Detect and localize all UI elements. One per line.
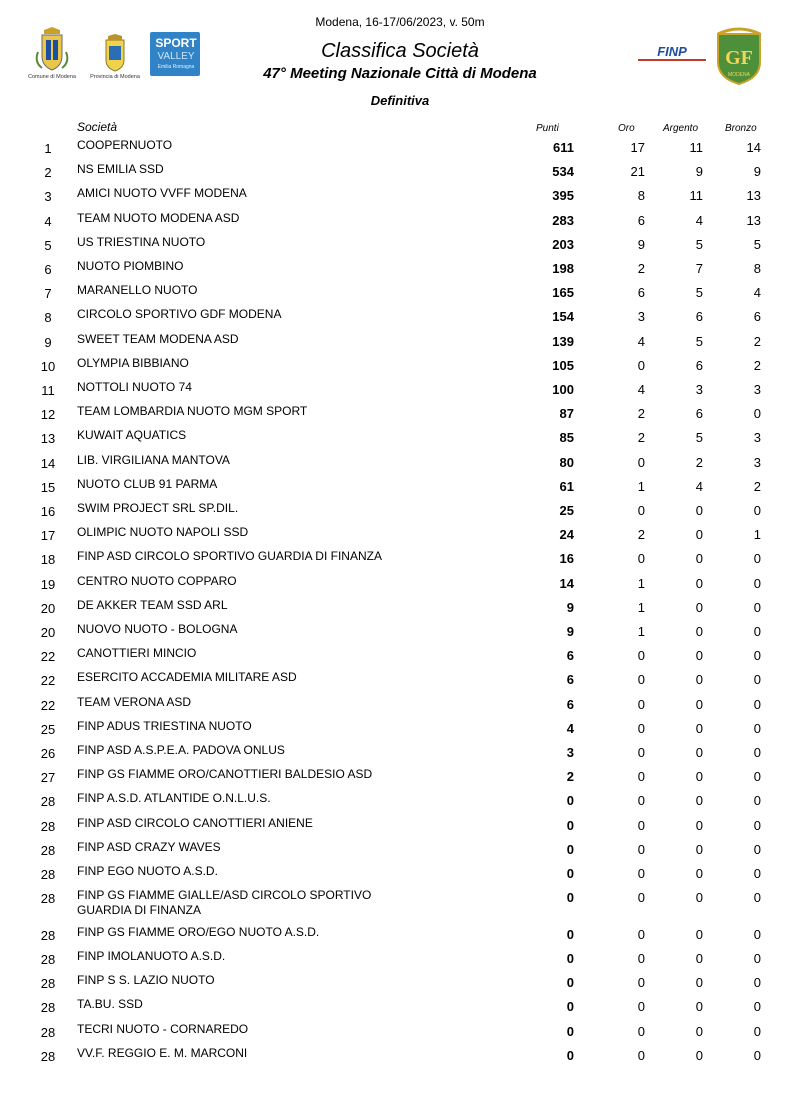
society-name-cell: FINP ADUS TRIESTINA NUOTO — [77, 718, 252, 733]
table-row — [0, 454, 800, 478]
rank-cell: 28 — [40, 1000, 56, 1016]
silver-cell: 4 — [695, 212, 703, 228]
table-row — [0, 502, 800, 526]
rank-cell: 13 — [40, 431, 56, 447]
rank-cell: 6 — [44, 262, 52, 277]
table-row — [0, 841, 800, 865]
bronze-cell: 6 — [753, 309, 761, 325]
gold-cell: 0 — [637, 793, 645, 809]
bronze-cell: 0 — [753, 769, 761, 785]
silver-cell: 5 — [695, 236, 703, 252]
society-name-cell: FINP EGO NUOTO A.S.D. — [77, 864, 218, 878]
gold-cell: 8 — [637, 188, 645, 204]
table-row — [0, 720, 800, 744]
column-header-society: Società — [77, 120, 118, 134]
gold-cell: 0 — [637, 648, 645, 664]
bronze-cell: 0 — [753, 745, 761, 760]
rank-cell: 20 — [40, 625, 56, 640]
bronze-cell: 0 — [753, 575, 761, 591]
rank-cell: 16 — [40, 504, 56, 519]
gold-cell: 0 — [637, 975, 645, 991]
bronze-cell: 0 — [753, 950, 761, 966]
silver-cell: 6 — [695, 406, 703, 422]
bronze-cell: 8 — [753, 261, 761, 276]
rank-cell: 11 — [41, 383, 55, 398]
rank-cell: 22 — [40, 673, 56, 689]
society-name-cell: NOTTOLI NUOTO 74 — [77, 380, 192, 394]
points-cell: 611 — [553, 140, 574, 155]
silver-cell: 0 — [695, 793, 703, 809]
silver-cell: 3 — [695, 382, 703, 397]
rank-cell: 15 — [40, 479, 56, 495]
gold-cell: 21 — [630, 164, 645, 180]
silver-cell: 9 — [695, 164, 703, 180]
gold-cell: 2 — [637, 261, 645, 276]
points-cell: 6 — [566, 648, 574, 664]
rank-cell: 4 — [44, 213, 52, 229]
silver-cell: 0 — [695, 672, 703, 688]
points-cell: 0 — [566, 1047, 574, 1063]
points-cell: 139 — [552, 333, 574, 349]
rank-cell: 3 — [44, 189, 52, 205]
bronze-cell: 13 — [746, 188, 761, 204]
gold-cell: 3 — [637, 309, 645, 325]
silver-cell: 0 — [695, 527, 703, 543]
table-row — [0, 974, 800, 998]
society-name-cell: FINP A.S.D. ATLANTIDE O.N.L.U.S. — [77, 791, 271, 806]
gold-cell: 0 — [637, 720, 645, 736]
silver-cell: 0 — [695, 890, 703, 906]
page-subtitle: 47° Meeting Nazionale Città di Modena — [263, 65, 537, 82]
rank-cell: 27 — [40, 770, 56, 786]
rank-cell: 19 — [40, 576, 56, 592]
society-name-cell: NUOTO PIOMBINO — [77, 259, 184, 273]
points-cell: 6 — [566, 696, 574, 712]
points-cell: 0 — [566, 817, 574, 833]
rank-cell: 28 — [40, 927, 56, 943]
gold-cell: 0 — [637, 357, 645, 373]
page-title: Classifica Società — [321, 40, 479, 62]
bronze-cell: 0 — [753, 1023, 761, 1039]
points-cell: 100 — [552, 382, 574, 397]
points-cell: 198 — [552, 261, 574, 276]
bronze-cell: 2 — [753, 478, 761, 494]
points-cell: 3 — [566, 745, 574, 760]
bronze-cell: 4 — [753, 285, 761, 301]
rank-cell: 10 — [40, 358, 56, 374]
column-header-silver: Argento — [663, 123, 699, 134]
gold-cell: 0 — [637, 866, 645, 881]
points-cell: 0 — [566, 926, 574, 942]
rank-cell: 5 — [44, 237, 52, 253]
points-cell: 154 — [552, 309, 574, 325]
silver-cell: 2 — [695, 454, 703, 470]
silver-cell: 0 — [695, 817, 703, 833]
gold-cell: 0 — [637, 890, 645, 906]
points-cell: 165 — [552, 285, 574, 301]
table-row — [0, 744, 800, 768]
table-row — [0, 526, 800, 550]
gold-cell: 1 — [637, 624, 645, 639]
society-name-cell: FINP ASD A.S.P.E.A. PADOVA ONLUS — [77, 743, 285, 757]
gold-cell: 0 — [637, 999, 645, 1015]
society-name-cell: TA.BU. SSD — [77, 997, 143, 1012]
silver-cell: 0 — [695, 551, 703, 567]
gold-cell: 6 — [637, 212, 645, 228]
rank-cell: 28 — [40, 818, 56, 834]
bronze-cell: 9 — [753, 164, 761, 180]
society-name-cell: NS EMILIA SSD — [77, 162, 164, 177]
society-name-cell: LIB. VIRGILIANA MANTOVA — [77, 452, 230, 467]
bronze-cell: 2 — [753, 357, 761, 373]
gold-cell: 1 — [637, 599, 645, 615]
society-name-cell: TEAM LOMBARDIA NUOTO MGM SPORT — [77, 404, 308, 419]
points-cell: 0 — [566, 890, 574, 906]
column-header-points: Punti — [536, 123, 559, 134]
points-cell: 4 — [566, 720, 574, 736]
bronze-cell: 0 — [753, 793, 761, 809]
silver-cell: 0 — [695, 926, 703, 942]
bronze-cell: 3 — [753, 382, 761, 397]
society-name-cell: SWEET TEAM MODENA ASD — [77, 331, 239, 346]
bronze-cell: 0 — [753, 406, 761, 422]
rank-cell: 28 — [40, 976, 56, 992]
bronze-cell: 0 — [753, 975, 761, 991]
bronze-cell: 5 — [753, 236, 761, 252]
table-row — [0, 671, 800, 695]
gold-cell: 1 — [637, 575, 645, 591]
silver-cell: 0 — [695, 624, 703, 639]
table-row — [0, 163, 800, 187]
rank-cell: 22 — [40, 697, 56, 713]
table-row — [0, 696, 800, 720]
bronze-cell: 0 — [753, 926, 761, 942]
gf-meeting-logo — [712, 22, 766, 86]
gf-logo-text: GF — [725, 47, 753, 69]
silver-cell: 11 — [689, 140, 703, 155]
rank-cell: 7 — [44, 286, 52, 302]
society-name-cell: VV.F. REGGIO E. M. MARCONI — [77, 1045, 248, 1060]
society-name-cell: TEAM VERONA ASD — [77, 694, 192, 709]
points-cell: 9 — [566, 624, 574, 639]
gold-cell: 0 — [637, 745, 645, 760]
society-name-cell: FINP ASD CIRCOLO CANOTTIERI ANIENE — [77, 815, 313, 830]
society-name-cell: TECRI NUOTO - CORNAREDO — [77, 1021, 249, 1036]
society-name-cell: FINP GS FIAMME GIALLE/ASD CIRCOLO SPORTIVO GUARDIA DI FINANZA — [77, 888, 372, 918]
bronze-cell: 0 — [753, 866, 761, 881]
table-row — [0, 888, 800, 918]
comune-modena-logo — [24, 26, 80, 80]
bronze-cell: 1 — [753, 527, 761, 543]
table-row — [0, 236, 800, 260]
table-row — [0, 792, 800, 816]
bronze-cell: 0 — [753, 599, 761, 615]
society-name-cell: NUOVO NUOTO - BOLOGNA — [77, 622, 238, 636]
society-name-cell: TEAM NUOTO MODENA ASD — [77, 210, 240, 225]
rank-cell: 8 — [44, 310, 52, 326]
society-name-cell: OLIMPIC NUOTO NAPOLI SSD — [77, 525, 249, 540]
table-row — [0, 139, 800, 163]
points-cell: 0 — [566, 793, 574, 809]
gold-cell: 0 — [637, 1023, 645, 1039]
bronze-cell: 0 — [753, 624, 761, 639]
bronze-cell: 0 — [753, 672, 761, 688]
silver-cell: 0 — [695, 599, 703, 615]
points-cell: 14 — [559, 575, 574, 591]
silver-cell: 0 — [695, 503, 703, 518]
points-cell: 2 — [566, 769, 574, 785]
society-name-cell: FINP GS FIAMME ORO/CANOTTIERI BALDESIO ASD — [77, 767, 373, 782]
rank-cell: 1 — [44, 141, 52, 156]
points-cell: 9 — [566, 599, 574, 615]
silver-cell: 11 — [689, 188, 703, 204]
society-name-cell: FINP IMOLANUOTO A.S.D. — [77, 948, 226, 963]
rank-cell: 22 — [40, 649, 56, 665]
society-name-cell: FINP ASD CIRCOLO SPORTIVO GUARDIA DI FINANZA — [77, 549, 382, 564]
silver-cell: 0 — [695, 769, 703, 785]
rank-cell: 28 — [40, 891, 56, 907]
rank-cell: 17 — [40, 528, 56, 544]
table-row — [0, 308, 800, 332]
bronze-cell: 0 — [753, 696, 761, 712]
gf-logo-caption: MODENA — [728, 72, 750, 78]
points-cell: 85 — [559, 430, 574, 446]
sport-valley-text-2: VALLEY — [157, 51, 195, 62]
points-cell: 6 — [566, 672, 574, 688]
gold-cell: 0 — [637, 551, 645, 567]
rank-cell: 9 — [44, 334, 52, 350]
gold-cell: 2 — [637, 406, 645, 422]
silver-cell: 4 — [695, 478, 703, 494]
society-name-cell: OLYMPIA BIBBIANO — [77, 355, 189, 370]
table-row — [0, 381, 800, 405]
silver-cell: 0 — [695, 866, 703, 881]
rank-cell: 14 — [40, 455, 56, 471]
event-info: Modena, 16-17/06/2023, v. 50m — [315, 15, 485, 29]
gold-cell: 0 — [637, 1047, 645, 1063]
gold-cell: 0 — [637, 503, 645, 518]
rank-cell: 12 — [40, 407, 56, 423]
points-cell: 25 — [559, 503, 574, 518]
rank-cell: 28 — [40, 951, 56, 967]
silver-cell: 5 — [695, 285, 703, 301]
points-cell: 283 — [552, 212, 574, 228]
table-row — [0, 212, 800, 236]
silver-cell: 0 — [695, 575, 703, 591]
bronze-cell: 13 — [746, 212, 761, 228]
provincia-logo-caption: Provincia di Modena — [90, 74, 140, 80]
comune-logo-caption: Comune di Modena — [27, 74, 77, 80]
bronze-cell: 0 — [753, 890, 761, 906]
society-name-cell: DE AKKER TEAM SSD ARL — [77, 597, 228, 612]
points-cell: 16 — [559, 551, 574, 567]
points-cell: 24 — [559, 527, 574, 543]
points-cell: 0 — [566, 1023, 574, 1039]
bronze-cell: 14 — [746, 140, 761, 155]
society-name-cell: COOPERNUOTO — [77, 138, 173, 152]
points-cell: 105 — [552, 357, 574, 373]
society-name-cell: ESERCITO ACCADEMIA MILITARE ASD — [77, 670, 297, 685]
silver-cell: 0 — [695, 999, 703, 1015]
table-row — [0, 575, 800, 599]
rank-cell: 28 — [40, 1048, 56, 1064]
gold-cell: 17 — [630, 140, 645, 155]
rank-cell: 28 — [40, 794, 56, 810]
silver-cell: 5 — [695, 430, 703, 446]
bronze-cell: 3 — [753, 430, 761, 446]
points-cell: 0 — [566, 866, 574, 881]
table-row — [0, 865, 800, 889]
sport-valley-text-3: Emilia Romagna — [157, 64, 195, 70]
table-row — [0, 333, 800, 357]
society-name-cell: FINP GS FIAMME ORO/EGO NUOTO A.S.D. — [77, 924, 320, 939]
provincia-modena-logo — [82, 34, 148, 80]
finp-logo-text: FINP — [657, 44, 687, 59]
column-header-gold: Oro — [618, 123, 635, 134]
gold-cell: 9 — [637, 236, 645, 252]
table-row — [0, 550, 800, 574]
rank-cell: 2 — [44, 165, 52, 181]
table-row — [0, 260, 800, 284]
bronze-cell: 0 — [753, 1047, 761, 1063]
gold-cell: 0 — [637, 672, 645, 688]
column-header-bronze: Bronzo — [725, 123, 757, 134]
points-cell: 0 — [566, 950, 574, 966]
silver-cell: 6 — [695, 309, 703, 325]
bronze-cell: 0 — [753, 648, 761, 664]
sport-valley-text-1: SPORT — [155, 36, 197, 50]
table-row — [0, 1023, 800, 1047]
gold-cell: 6 — [637, 285, 645, 301]
table-row — [0, 429, 800, 453]
bronze-cell: 0 — [753, 841, 761, 857]
points-cell: 87 — [559, 406, 574, 422]
table-row — [0, 950, 800, 974]
silver-cell: 7 — [695, 261, 703, 276]
table-row — [0, 623, 800, 647]
sport-valley-logo — [150, 32, 200, 76]
points-cell: 534 — [552, 164, 574, 180]
rank-cell: 28 — [40, 1024, 56, 1040]
bronze-cell: 0 — [753, 551, 761, 567]
points-cell: 0 — [566, 975, 574, 991]
table-row — [0, 998, 800, 1022]
gold-cell: 0 — [637, 454, 645, 470]
points-cell: 395 — [552, 188, 574, 204]
table-row — [0, 817, 800, 841]
gold-cell: 0 — [637, 769, 645, 785]
silver-cell: 0 — [695, 950, 703, 966]
silver-cell: 0 — [695, 720, 703, 736]
gold-cell: 0 — [637, 841, 645, 857]
rank-cell: 25 — [40, 721, 56, 737]
bronze-cell: 0 — [753, 817, 761, 833]
rank-cell: 26 — [40, 746, 56, 761]
table-row — [0, 284, 800, 308]
table-row — [0, 405, 800, 429]
gold-cell: 2 — [637, 527, 645, 543]
points-cell: 0 — [566, 841, 574, 857]
table-row — [0, 768, 800, 792]
society-name-cell: NUOTO CLUB 91 PARMA — [77, 476, 218, 491]
gold-cell: 0 — [637, 696, 645, 712]
table-row — [0, 647, 800, 671]
silver-cell: 0 — [695, 648, 703, 664]
table-row — [0, 187, 800, 211]
table-row — [0, 478, 800, 502]
points-cell: 61 — [559, 478, 574, 494]
society-name-cell: KUWAIT AQUATICS — [77, 428, 187, 443]
gold-cell: 0 — [637, 926, 645, 942]
bronze-cell: 0 — [753, 503, 761, 518]
points-cell: 0 — [566, 999, 574, 1015]
points-cell: 203 — [552, 236, 574, 252]
silver-cell: 0 — [695, 696, 703, 712]
society-name-cell: CANOTTIERI MINCIO — [77, 646, 197, 661]
ranking-status: Definitiva — [370, 93, 430, 108]
table-row — [0, 599, 800, 623]
rank-cell: 28 — [40, 867, 56, 882]
society-name-cell: CIRCOLO SPORTIVO GDF MODENA — [77, 307, 282, 322]
rank-cell: 20 — [40, 600, 56, 616]
society-name-cell: CENTRO NUOTO COPPARO — [77, 573, 237, 588]
society-name-cell: SWIM PROJECT SRL SP.DIL. — [77, 501, 239, 515]
bronze-cell: 0 — [753, 720, 761, 736]
silver-cell: 6 — [695, 357, 703, 373]
gold-cell: 2 — [637, 430, 645, 446]
table-row — [0, 1047, 800, 1071]
table-row — [0, 926, 800, 950]
silver-cell: 0 — [695, 745, 703, 760]
rank-cell: 18 — [40, 552, 56, 568]
silver-cell: 0 — [695, 1023, 703, 1039]
society-name-cell: FINP ASD CRAZY WAVES — [77, 839, 221, 854]
bronze-cell: 3 — [753, 454, 761, 470]
society-name-cell: MARANELLO NUOTO — [77, 283, 198, 298]
gold-cell: 0 — [637, 950, 645, 966]
gold-cell: 4 — [637, 382, 645, 397]
bronze-cell: 2 — [753, 333, 761, 349]
silver-cell: 0 — [695, 1047, 703, 1063]
silver-cell: 0 — [695, 975, 703, 991]
silver-cell: 5 — [695, 333, 703, 349]
silver-cell: 0 — [695, 841, 703, 857]
rank-cell: 28 — [40, 842, 56, 858]
points-cell: 80 — [559, 454, 574, 470]
table-row — [0, 357, 800, 381]
finp-logo — [632, 42, 712, 66]
gold-cell: 1 — [637, 478, 645, 494]
bronze-cell: 0 — [753, 999, 761, 1015]
gold-cell: 0 — [637, 817, 645, 833]
gold-cell: 4 — [637, 333, 645, 349]
society-name-cell: FINP S S. LAZIO NUOTO — [77, 973, 215, 988]
society-name-cell: AMICI NUOTO VVFF MODENA — [77, 186, 247, 201]
society-name-cell: US TRIESTINA NUOTO — [77, 234, 206, 249]
